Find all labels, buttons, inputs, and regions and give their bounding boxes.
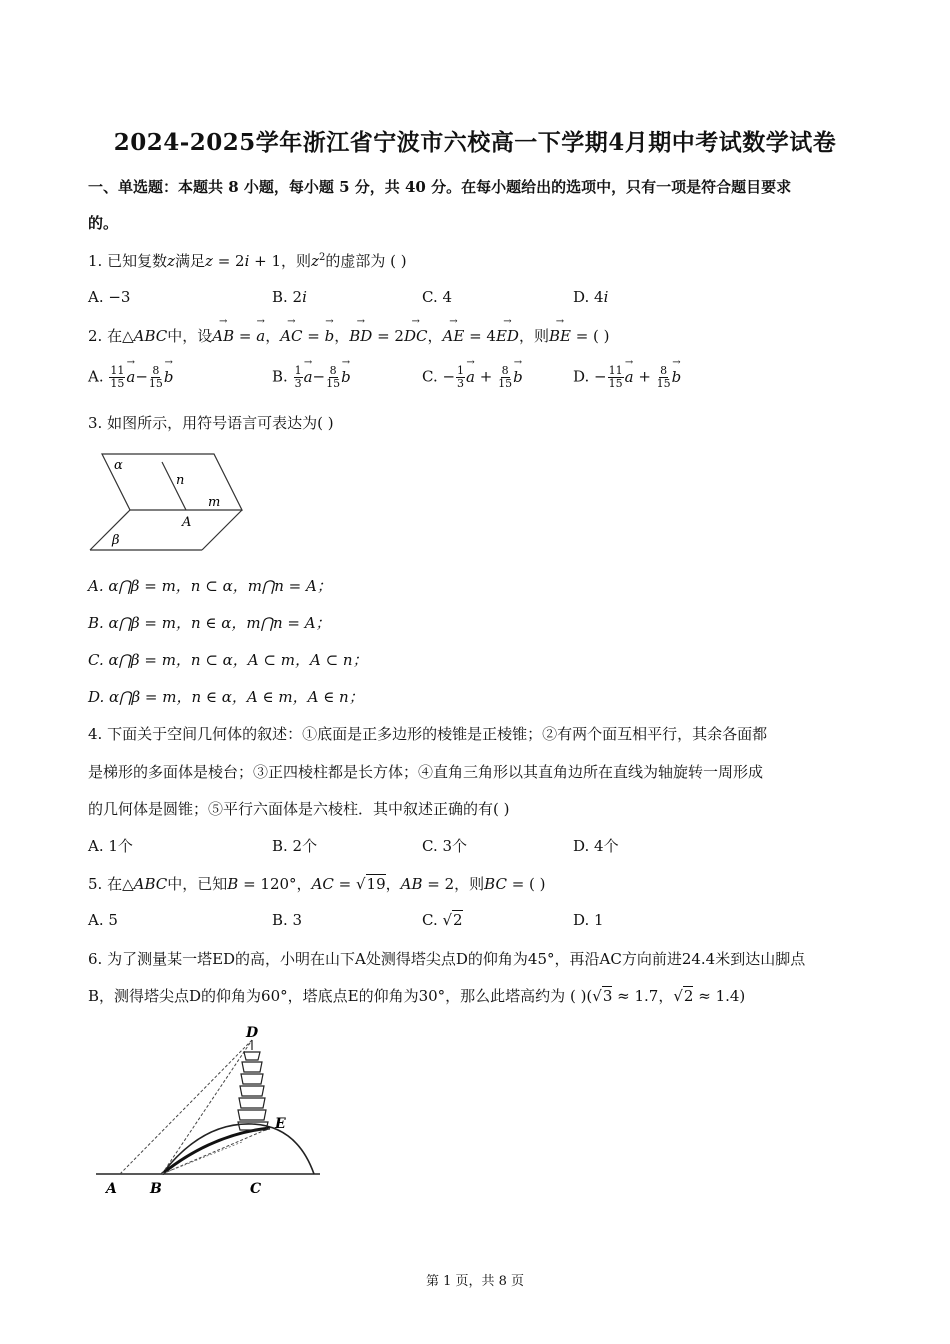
q1-option-c[interactable]: C. 4 <box>422 288 453 306</box>
q3-option-d[interactable]: D. α⋂β = m，n ∈ α，A ∈ m，A ∈ n； <box>88 688 364 706</box>
q5-option-a[interactable]: A. 5 <box>88 911 118 929</box>
q1-option-d[interactable]: D. 4i <box>573 288 609 306</box>
pagoda-shape <box>238 1040 268 1130</box>
label-n: n <box>176 473 185 488</box>
planes-figure <box>84 448 254 556</box>
question-5: 5. 在△ABC中，已知B = 120°，AC = √19，AB = 2，则BC = ( ) <box>88 875 546 893</box>
label-m: m <box>208 495 221 510</box>
q5-option-b[interactable]: B. 3 <box>272 911 303 929</box>
label-alpha: α <box>114 458 123 473</box>
q1-option-b[interactable]: B. 2i <box>272 288 307 306</box>
question-4-line1: 4. 下面关于空间几何体的叙述：①底面是正多边形的棱锥是正棱锥；②有两个面互相平行，其余各面都 <box>88 725 768 743</box>
q2-option-a[interactable]: A. $\frac{11}{15}$ → a− $\frac{8}{15}$ → b <box>88 365 174 390</box>
q4-option-c[interactable]: C. 3个 <box>422 837 468 855</box>
page-footer: 第 1 页，共 8 页 <box>425 1274 525 1289</box>
q4-option-d[interactable]: D. 4个 <box>573 837 619 855</box>
q3-option-a[interactable]: A. α⋂β = m，n ⊂ α，m⋂n = A； <box>88 577 332 595</box>
section-heading: 一、单选题：本题共 8 小题，每小题 5 分，共 40 分。在每小题给出的选项中，只有一项是符合题目要求 <box>88 178 792 196</box>
question-1: 1. 已知复数z满足z = 2i + 1，则$z^2$的虚部为 ( ) <box>88 252 407 270</box>
q5-option-c[interactable]: C. √2 <box>422 911 463 929</box>
q2-option-d[interactable]: D. − $\frac{11}{15}$ → a + $\frac{8}{15}$ → b <box>573 365 681 390</box>
q4-option-a[interactable]: A. 1个 <box>88 837 133 855</box>
q2-option-c[interactable]: C. − $\frac{1}{3}$ → a + $\frac{8}{15}$ → b <box>422 365 523 390</box>
section-heading-cont: 的。 <box>88 214 119 232</box>
tower-figure <box>92 1022 328 1202</box>
label-E: E <box>275 1116 286 1132</box>
label-C: C <box>250 1181 262 1197</box>
question-4-line3: 的几何体是圆锥；⑤平行六面体是六棱柱．其中叙述正确的有( ) <box>88 800 510 818</box>
q3-option-b[interactable]: B. α⋂β = m，n ∈ α，m⋂n = A； <box>88 614 331 632</box>
question-6-line1: 6. 为了测量某一塔ED的高，小明在山下A处测得塔尖点D的仰角为45°，再沿AC方向前进24.4米到达山脚点 <box>88 950 806 968</box>
q2-option-b[interactable]: B. $\frac{1}{3}$ → a− $\frac{8}{15}$ → b <box>272 365 351 390</box>
label-beta: β <box>112 533 120 548</box>
label-D: D <box>246 1025 259 1041</box>
question-2: 2. 在△ABC中，设→ AB = → a，→ AC = → b，→ BD = 2→ DC，→ AE = 4→ ED，则→ BE = ( ) <box>88 325 610 346</box>
label-B: B <box>150 1181 162 1197</box>
question-6-line2: B，测得塔尖点D的仰角为60°，塔底点E的仰角为30°，那么此塔高约为 ( )(√3 ≈ 1.7，√2 ≈ 1.4) <box>88 987 746 1005</box>
label-A: A <box>182 515 192 530</box>
q5-option-d[interactable]: D. 1 <box>573 911 604 929</box>
label-A: A <box>106 1181 117 1197</box>
q3-option-c[interactable]: C. α⋂β = m，n ⊂ α，A ⊂ m，A ⊂ n； <box>88 651 368 669</box>
page-title: 2024-2025学年浙江省宁波市六校高一下学期4月期中考试数学试卷 <box>113 129 837 156</box>
question-3: 3. 如图所示，用符号语言可表达为( ) <box>88 414 334 432</box>
q4-option-b[interactable]: B. 2个 <box>272 837 318 855</box>
question-4-line2: 是梯形的多面体是棱台；③正四棱柱都是长方体；④直角三角形以其直角边所在直线为轴旋转一周形成 <box>88 763 764 781</box>
q1-option-a[interactable]: A. −3 <box>88 288 131 306</box>
